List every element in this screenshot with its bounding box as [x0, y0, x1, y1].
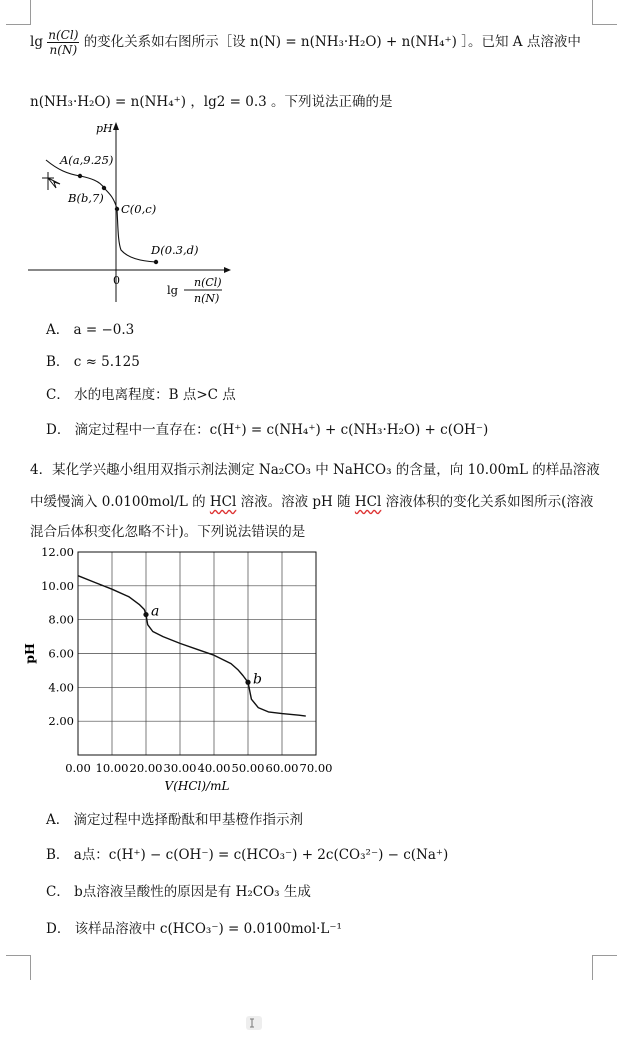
q4-option-d-key: D． [46, 921, 71, 937]
q3-option-b-text: c ≈ 5.125 [73, 354, 140, 370]
x-tick-label: 50.00 [231, 761, 265, 775]
q3-y-label: pH [96, 122, 113, 135]
q3-point-a [78, 174, 82, 178]
q4-line-3: 混合后体积变化忽略不计)。下列说法错误的是 [30, 524, 306, 540]
q4-line2-b: 溶液。溶液 pH 随 [236, 494, 355, 510]
x-tick-label: 40.00 [197, 761, 231, 775]
q4-line-2 [30, 490, 593, 510]
x-tick-label: 70.00 [299, 761, 333, 775]
x-tick-label: 10.00 [95, 761, 129, 775]
point-label-b: b [253, 671, 262, 688]
q3-label-a: A(a,9.25) [60, 153, 114, 167]
q3-cond-eq: n(NH₃·H₂O) = n(NH₄⁺) [30, 94, 187, 110]
q3-option-c[interactable] [46, 383, 236, 403]
q3-label-b: B(b,7) [68, 191, 104, 205]
q3-option-a-text: a = −0.3 [73, 322, 135, 338]
q4-option-d-text: 该样品溶液中 c(HCO₃⁻) = 0.0100mol·L⁻¹ [74, 921, 342, 937]
q4-chart [20, 542, 340, 802]
q3-lg: lg [30, 34, 43, 50]
q3-option-a[interactable] [46, 318, 134, 338]
y-tick-label: 4.00 [48, 680, 74, 695]
q3-option-d-key: D． [46, 422, 71, 438]
q4-option-b[interactable] [46, 843, 448, 863]
move-cursor-icon [42, 172, 60, 190]
q4-option-c[interactable] [46, 880, 311, 900]
q4-option-a-key: A． [46, 812, 70, 828]
x-tick-label: 60.00 [265, 761, 299, 775]
point-a [143, 612, 148, 617]
q3-option-a-key: A． [46, 322, 70, 338]
q3-cond-end: 。下列说法正确的是 [271, 94, 393, 110]
y-tick-label: 2.00 [48, 714, 74, 729]
q3-x-label-lg: lg [167, 283, 179, 297]
corner-mark-top-right [592, 0, 617, 25]
q4-option-a-text: 滴定过程中选择酚酞和甲基橙作指示剂 [73, 812, 304, 828]
q4-line-1: 4．某化学兴趣小组用双指示剂法测定 Na₂CO₃ 中 NaHCO₃ 的含量，向 10.00mL 的样品溶液 [30, 462, 600, 478]
q4-hcl-1: HCl [209, 494, 237, 510]
q3-intro-eq: n(N) = n(NH₃·H₂O) + n(NH₄⁺) [249, 34, 457, 50]
q3-option-d-text: 滴定过程中一直存在：c(H⁺) = c(NH₄⁺) + c(NH₃·H₂O) + c(OH⁻) [74, 422, 489, 438]
q4-line2-a: 中缓慢滴入 0.0100mol/L 的 [30, 494, 210, 510]
q3-frac-den: n(N) [49, 43, 78, 57]
q3-label-c: C(0,c) [121, 202, 157, 216]
q4-option-a[interactable] [46, 808, 303, 828]
q3-chart [24, 118, 244, 308]
q3-y-arrow [113, 122, 119, 130]
q3-x-label-num: n(Cl) [194, 276, 222, 289]
q3-x-label-den: n(N) [194, 292, 220, 305]
q3-origin-label: 0 [113, 274, 120, 287]
y-tick-label: 12.00 [41, 545, 74, 559]
y-tick-label: 10.00 [41, 578, 74, 593]
q4-hcl-2: HCl [354, 494, 382, 510]
x-tick-label: 0.00 [65, 761, 91, 775]
q3-point-d [154, 260, 158, 264]
x-tick-label: 30.00 [163, 761, 197, 775]
q4-option-b-key: B． [46, 847, 70, 863]
q3-frac-num: n(Cl) [48, 28, 79, 42]
q4-option-d[interactable] [46, 917, 342, 937]
q3-intro-end: ］。已知 A 点溶液中 [461, 34, 581, 50]
corner-mark-bottom-right [592, 955, 617, 980]
y-axis-label: pH [22, 643, 37, 664]
q4-line2-c: 溶液体积的变化关系如图所示(溶液 [381, 494, 594, 510]
q4-option-b-text: a点：c(H⁺) − c(OH⁻) = c(HCO₃⁻) + 2c(CO₃²⁻) − c(Na⁺) [73, 847, 449, 863]
q3-point-c [115, 207, 119, 211]
y-tick-label: 6.00 [48, 646, 74, 661]
q3-option-b[interactable] [46, 350, 140, 370]
point-label-a: a [151, 603, 160, 620]
q4-option-c-text: b点溶液呈酸性的原因是有 H₂CO₃ 生成 [74, 884, 311, 900]
corner-mark-bottom-left [6, 955, 31, 980]
q3-option-c-key: C． [46, 387, 70, 403]
point-b [245, 680, 250, 685]
q3-cond-lg: ，lg2 = 0.3 [190, 94, 267, 110]
q3-option-d[interactable] [46, 418, 488, 438]
q3-fraction [47, 28, 79, 57]
q4-option-c-key: C． [46, 884, 70, 900]
corner-mark-top-left [6, 0, 31, 25]
q3-option-c-text: 水的电离程度：B 点>C 点 [74, 387, 236, 403]
x-axis-label: V(HCl)/mL [164, 779, 230, 793]
q3-condition-line [30, 90, 393, 110]
q3-option-b-key: B． [46, 354, 70, 370]
text-cursor-icon [243, 1012, 265, 1034]
q3-point-b [102, 186, 106, 190]
x-tick-label: 20.00 [129, 761, 163, 775]
q3-intro-line [30, 28, 581, 57]
q3-label-d: D(0.3,d) [151, 243, 199, 257]
q3-intro-mid: 的变化关系如右图所示［设 [83, 34, 246, 50]
q3-x-arrow [224, 267, 231, 273]
y-tick-label: 8.00 [48, 612, 74, 627]
